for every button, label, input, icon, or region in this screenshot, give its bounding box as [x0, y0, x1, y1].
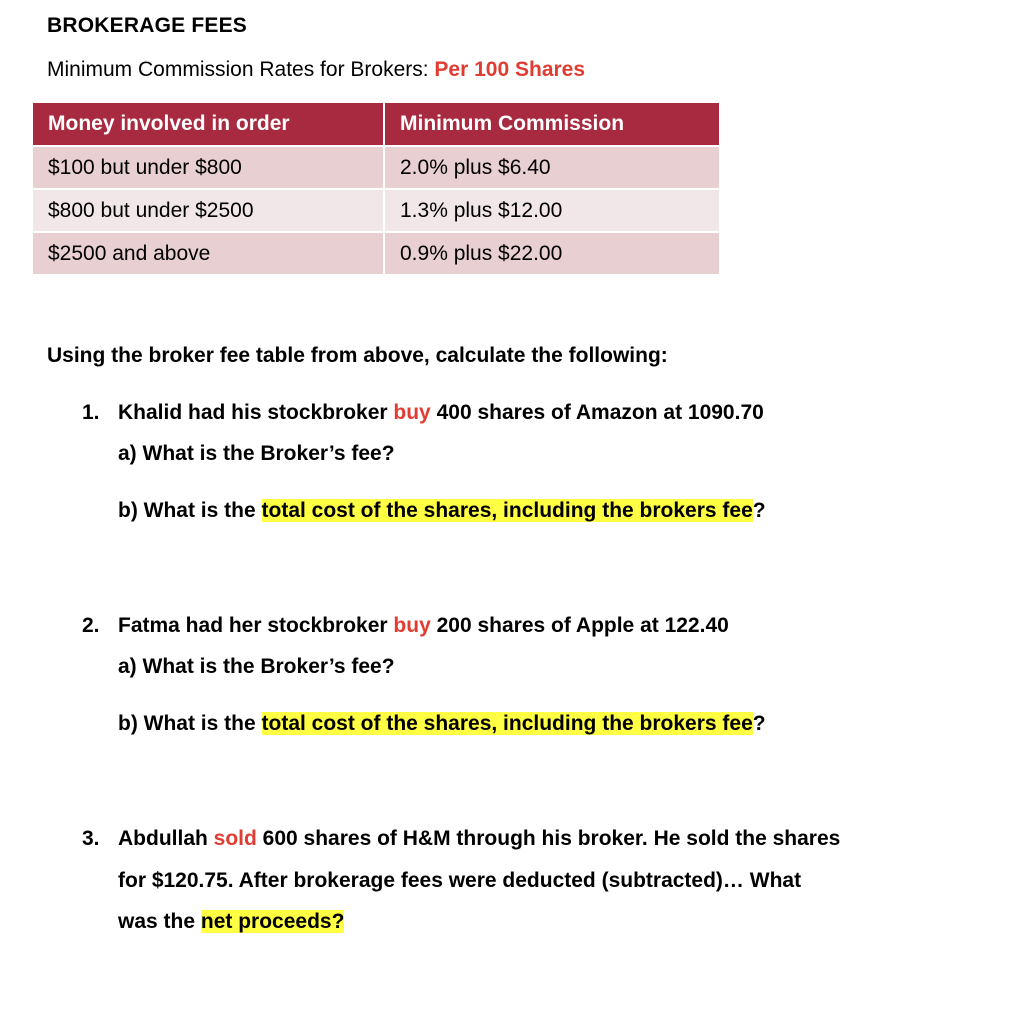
question-line-1: [118, 827, 840, 851]
question-number: 1.: [82, 401, 100, 424]
table-row: [32, 232, 720, 275]
question-line-3: [118, 910, 344, 934]
table-cell-commission: 1.3% plus $12.00: [384, 189, 720, 232]
question-line-2: for $120.75. After brokerage fees were deducted (subtracted)… What: [118, 869, 802, 892]
table-cell-commission: 0.9% plus $22.00: [384, 232, 720, 275]
question-prefix: Fatma had her stockbroker: [118, 614, 394, 637]
part-b-prefix: b) What is the: [118, 499, 262, 522]
subtitle-highlight: Per 100 Shares: [434, 58, 586, 81]
line-3-highlight: net proceeds?: [200, 910, 345, 933]
line-3-prefix: was the: [118, 910, 201, 933]
question-text: [118, 401, 764, 425]
part-b-suffix: ?: [752, 712, 766, 735]
question-number: 2.: [82, 614, 100, 637]
subtitle: [47, 58, 585, 82]
part-b-suffix: ?: [752, 499, 766, 522]
instruction: Using the broker fee table from above, calculate the following:: [47, 344, 668, 367]
column-header-money: Money involved in order: [32, 102, 384, 146]
commission-table: [31, 101, 721, 276]
subtitle-text: Minimum Commission Rates for Brokers:: [47, 58, 435, 81]
question-part-b: [118, 499, 766, 523]
part-b-prefix: b) What is the: [118, 712, 262, 735]
question-part-b: [118, 712, 766, 736]
table-cell-commission: 2.0% plus $6.40: [384, 146, 720, 189]
question-prefix: Abdullah: [118, 827, 214, 850]
part-b-highlight: total cost of the shares, including the brokers fee: [261, 712, 753, 735]
table-row: [32, 146, 720, 189]
column-header-commission: Minimum Commission: [384, 102, 720, 146]
table-cell-money: $800 but under $2500: [32, 189, 384, 232]
question-action: buy: [393, 401, 431, 424]
question-part-a: a) What is the Broker’s fee?: [118, 655, 395, 678]
table-cell-money: $100 but under $800: [32, 146, 384, 189]
question-part-a: a) What is the Broker’s fee?: [118, 442, 395, 465]
page-title: BROKERAGE FEES: [47, 14, 247, 37]
question-prefix: Khalid had his stockbroker: [118, 401, 394, 424]
question-suffix: 600 shares of H&M through his broker. He sold the shares: [256, 827, 841, 850]
question-text: [118, 614, 729, 638]
table-header-row: [32, 102, 720, 146]
question-action: buy: [393, 614, 431, 637]
part-b-highlight: total cost of the shares, including the brokers fee: [261, 499, 753, 522]
question-number: 3.: [82, 827, 100, 850]
question-suffix: 200 shares of Apple at 122.40: [430, 614, 729, 637]
question-action: sold: [213, 827, 257, 850]
table-cell-money: $2500 and above: [32, 232, 384, 275]
table-row: [32, 189, 720, 232]
question-suffix: 400 shares of Amazon at 1090.70: [430, 401, 764, 424]
